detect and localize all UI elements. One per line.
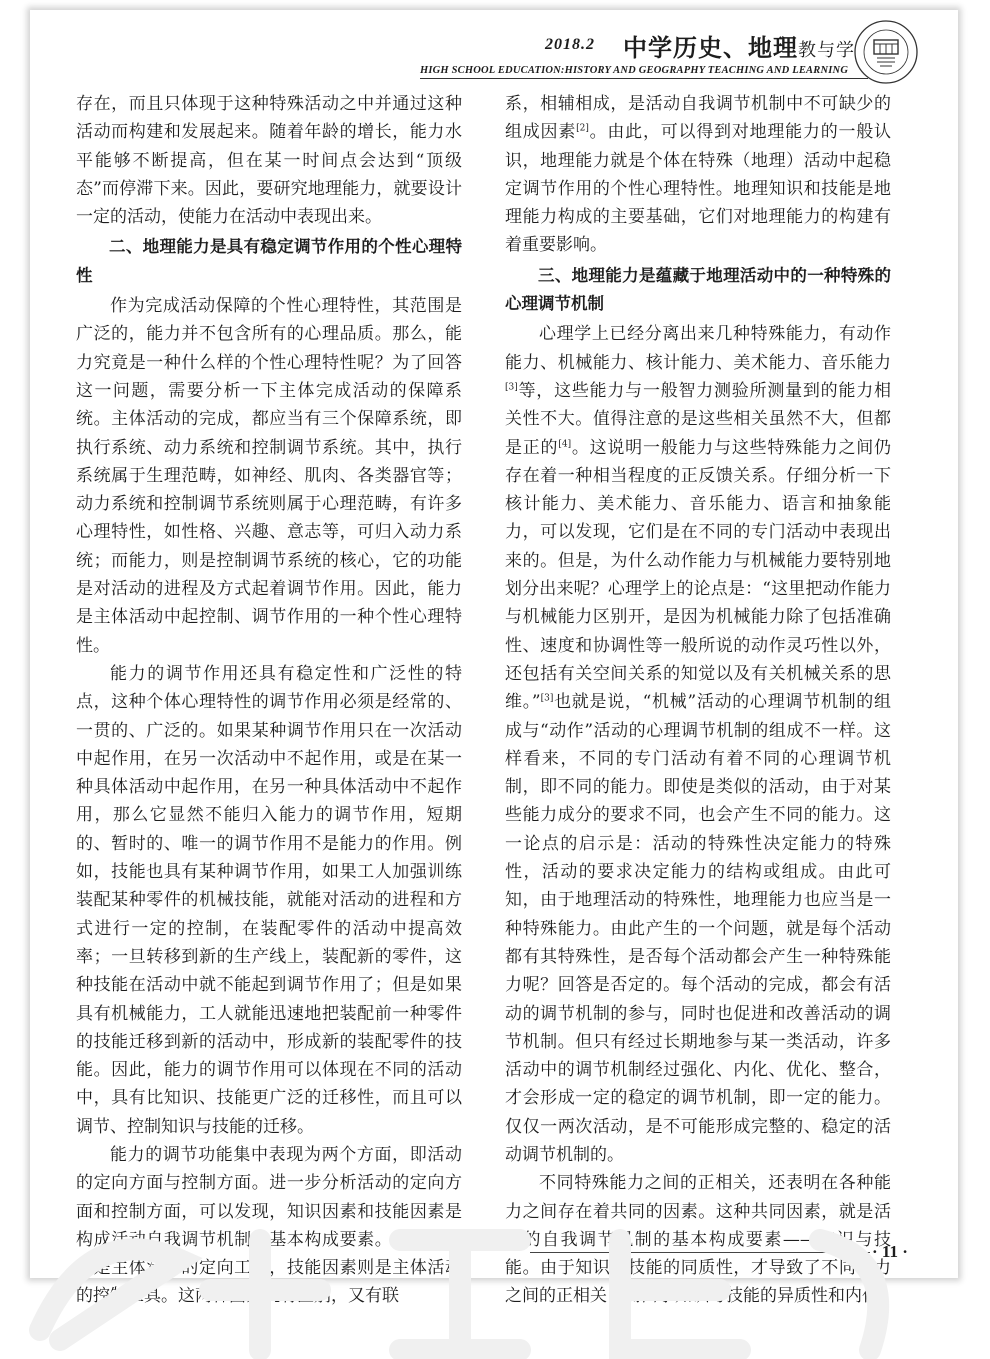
publisher-seal-icon — [852, 18, 920, 86]
issue-number: 2018.2 — [545, 36, 595, 53]
journal-title-english: HIGH SCHOOL EDUCATION:HISTORY AND GEOGRAPHY TEACHING AND LEARNING — [420, 65, 849, 76]
paragraph: 能力的调节功能集中表现为两个方面，即活动的定向方面与控制方面。进一步分析活动的定向方面和控制方面，可以发现，知识因素和技能因素是构成活动自我调节机制的基本构成要素。知识因素乃是主体活动的定向工具，技能因素则是主体活动的控制工具。这两种因素既有区别，又有联 — [76, 1144, 462, 1307]
left-column — [76, 90, 462, 1311]
paragraph: 系，相辅相成，是活动自我调节机制中不可缺少的组成因素[2]。由此，可以得到对地理能力的一般认识，地理能力就是个体在特殊（地理）活动中起稳定调节作用的个性心理特性。地理知识和技能是地理能力构成的主要基础，它们对地理能力的构建有着重要影响。 — [505, 94, 892, 256]
page-number: · 11 · — [872, 1242, 908, 1261]
journal-header — [30, 10, 958, 90]
citation: [3] — [505, 382, 518, 393]
paragraph: 作为完成活动保障的个性心理特性，其范围是广泛的，能力并不包含所有的心理品质。那么，能力究竟是一种什么样的个性心理特性呢？为了回答这一问题，需要分析一下主体完成活动的保障系统。主体活动的完成，都应当有三个保障系统，即执行系统、动力系统和控制调节系统。其中，执行系统属于生理范畴，如神经、肌肉、各类器官等；动力系统和控制调节系统则属于心理范畴，有许多心理特性，如性格、兴趣、意志等，可归入动力系统；而能力，则是控制调节系统的核心，它的功能是对活动的进程及方式起着调节作用。因此，能力是主体活动中起控制、调节作用的一种个性心理特性。 — [76, 296, 462, 656]
journal-page — [30, 10, 958, 1307]
paragraph: 存在，而且只体现于这种特殊活动之中并通过这种活动而构建和发展起来。随着年龄的增长，能力水平能够不断提高，但在某一时间点会达到“顶级态”而停滞下来。因此，要研究地理能力，就要设计一定的活动，使能力在活动中表现出来。 — [76, 94, 462, 228]
citation: [4] — [558, 438, 572, 449]
watermark-logo-icon — [0, 1180, 990, 1359]
citation: [2] — [576, 123, 589, 134]
header-rule — [420, 78, 868, 79]
section-heading: 三、地理能力是蕴藏于地理活动中的一种特殊的心理调节机制 — [505, 265, 891, 314]
citation: [3] — [540, 693, 554, 704]
journal-title: 中学历史、地理教与学 — [623, 33, 855, 62]
right-column — [505, 90, 891, 1311]
paragraph: 能力的调节作用还具有稳定性和广泛性的特点，这种个体心理特性的调节作用必须是经常的、一贯的、广泛的。如果某种调节作用只在一次活动中起作用，在另一次活动中不起作用，或是在某一种具体活动中起作用，在另一种具体活动中不起作用，那么它显然不能归入能力的调节作用，短期的、暂时的、唯一的调节作用不是能力的作用。例如，技能也具有某种调节作用，如果工人加强训练装配某种零件的机械技能，就能对活动的进程和方式进行一定的控制，在装配零件的活动中提高效率；一旦转移到新的生产线上，装配新的零件，这种技能在活动中就不能起到调节作用了；但是如果具有机械能力，工人就能迅速地把装配前一种零件的技能迁移到新的活动中，形成新的装配零件的技能。因此，能力的调节作用可以体现在不同的活动中，具有比知识、技能更广泛的迁移性，而且可以调节、控制知识与技能的迁移。 — [76, 663, 462, 1137]
section-heading: 二、地理能力是具有稳定调节作用的个性心理特性 — [76, 237, 462, 285]
paragraph: 不同特殊能力之间的正相关，还表明在各种能力之间存在着共同的因素。这种共同因素，就是活动的自我调节机制的基本构成要素——知识与技能。由于知识与技能的同质性，才导致了不同能力之间的正相关；而由于知识与技能的异质性和内化 — [505, 1173, 891, 1307]
paragraph: 心理学上已经分离出来几种特殊能力，有动作能力、机械能力、核计能力、美术能力、音乐能力[3]等，这些能力与一般智力测验所测量到的能力相关性不大。值得注意的是这些相关虽然不大，但都是正的[4]。这说明一般能力与这些特殊能力之间仍存在着一种相当程度的正反馈关系。仔细分析一下核计能力、美术能力、音乐能力、语言和抽象能力，可以发现，它们是在不同的专门活动中表现出来的。但是，为什么动作能力与机械能力要特别地划分出来呢？心理学上的论点是：“这里把动作能力与机械能力区别开，是因为机械能力除了包括准确性、速度和协调性等一般所说的动作灵巧性以外，还包括有关空间关系的知觉以及有关机械关系的思维。”[3]也就是说，“机械”活动的心理调节机制的组成与“动作”活动的心理调节机制的组成不一样。这样看来，不同的专门活动有着不同的心理调节机制，即不同的能力。即使是类似的活动，由于对某些能力成分的要求不同，也会产生不同的能力。这一论点的启示是：活动的特殊性决定能力的特殊性，活动的要求决定能力的结构或组成。由此可知，由于地理活动的特殊性，地理能力也应当是一种特殊能力。由此产生的一个问题，就是每个活动都有其特殊性，是否每个活动都会产生一种特殊能力呢？回答是否定的。每个活动的完成，都会有活动的调节机制的参与，同时也促进和改善活动的调节机制。但只有经过长期地参与某一类活动，许多活动中的调节机制经过强化、内化、优化、整合，才会形成一定的稳定的调节机制，即一定的能力。仅仅一两次活动，是不可能形成完整的、稳定的活动调节机制的。 — [505, 324, 892, 1165]
